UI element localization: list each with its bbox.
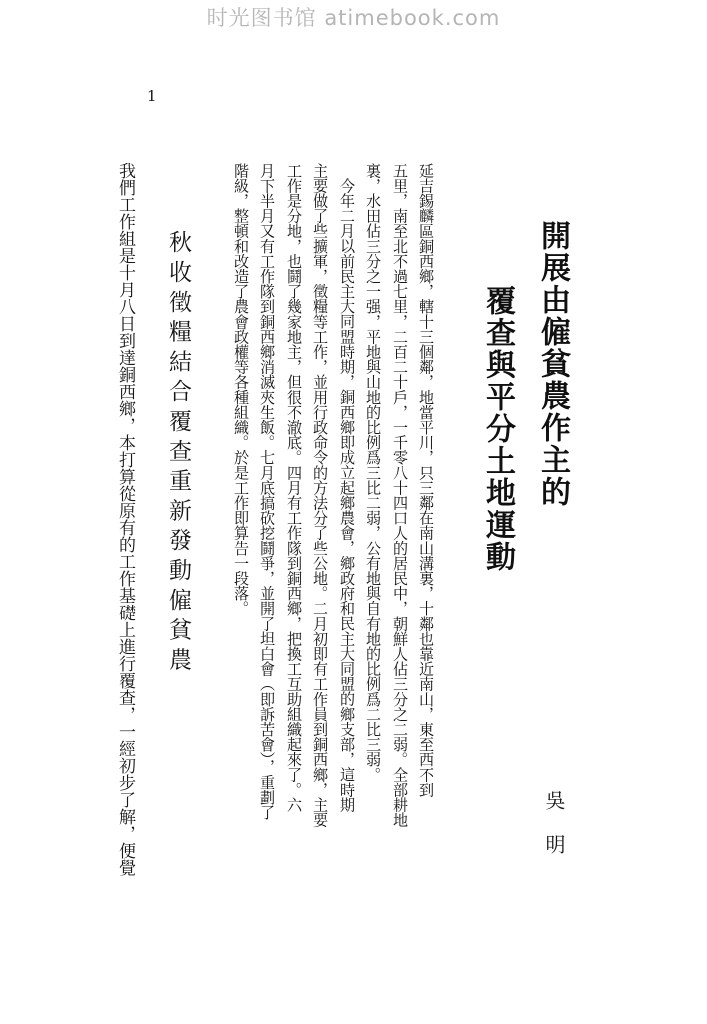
article-title-line-2: 覆查與平分土地運動 <box>480 285 515 573</box>
article-title-line-1: 開展由僱貧農作主的 <box>535 220 570 508</box>
page-number: 1 <box>147 87 157 105</box>
body-paragraph-line: 裏，水田佔三分之一强，平地與山地的比例爲三比二弱，公有地與自有地的比例爲二比三弱。 <box>364 163 383 783</box>
watermark: 时光图书馆 atimebook.com <box>206 6 501 30</box>
body-paragraph-line: 主要做了些擴軍，徵糧等工作，並用行政命令的方法分了些公地。二月初即有工作員到銅西鄉，主要 <box>311 163 330 828</box>
body-paragraph-line: 延吉錫麟區銅西鄉，轄十三個鄰，地當平川，只三鄰在南山溝裏，十鄰也靠近南山，東至西不到 <box>417 163 436 798</box>
body-paragraph-line: 工作是分地，也鬪了幾家地主，但很不澈底。四月有工作隊到銅西鄉，把換工互助組織起來了。六 <box>285 163 304 813</box>
author-name: 吳明 <box>542 790 566 878</box>
body-paragraph-line: 今年二月以前民主大同盟時期，銅西鄉即成立起鄉農會，鄉政府和民主大同盟的鄉支部，這時期 <box>338 178 357 813</box>
body-paragraph-line: 五里，南至北不過七里，二百二十戶，一千零八十四口人的居民中，朝鮮人佔三分之二弱。全部耕地 <box>391 163 410 828</box>
body-paragraph-line: 月下半月又有工作隊到銅西鄉消滅夾生飯。七月底搞砍挖鬪爭，並開了坦白會（即訴苦會），重劃了 <box>258 163 277 820</box>
section-heading: 秋收徵糧結合覆查重新發動僱貧農 <box>165 230 191 677</box>
body-paragraph-line: 我們工作組是十月八日到達銅西鄉，本打算從原有的工作基礎上進行覆查，一經初步了解，便覺 <box>115 162 135 876</box>
body-paragraph-line: 階級，整頓和改造了農會政權等各種組織。於是工作即算告一段落。 <box>232 163 251 616</box>
